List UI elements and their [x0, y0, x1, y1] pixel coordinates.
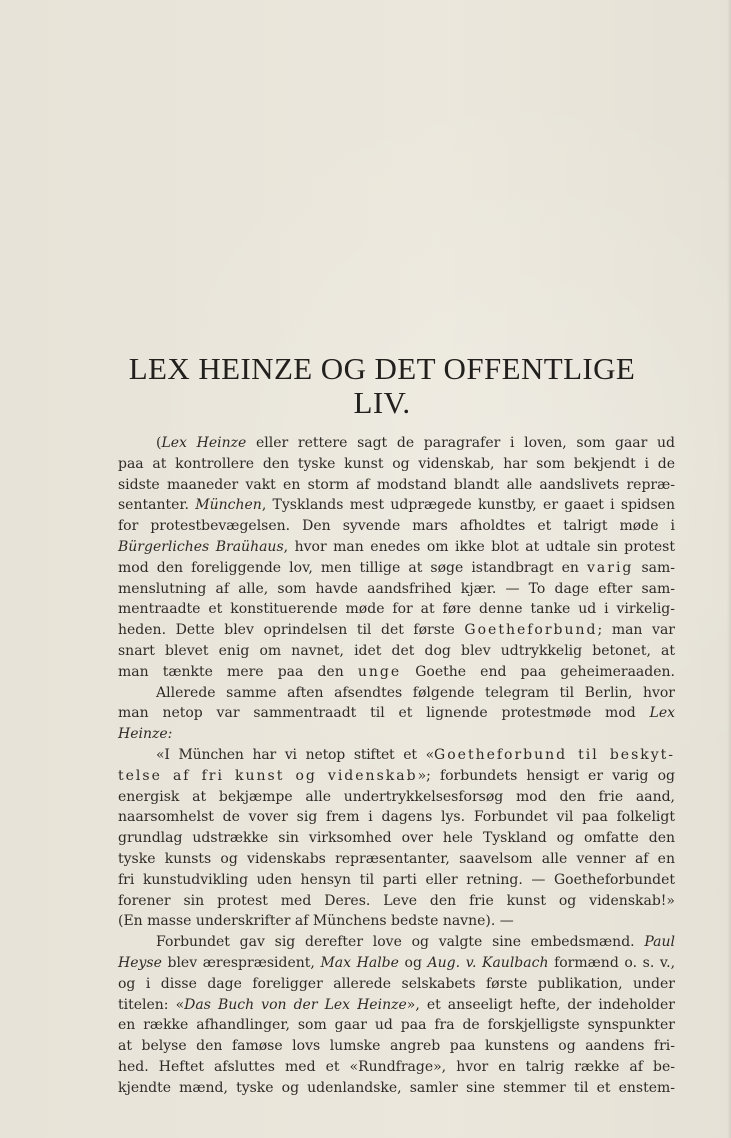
- text-line: Allerede samme aften afsendtes følgende telegram til Berlin, hvor: [156, 684, 675, 701]
- text-line: mod den foreliggende lov, men tillige at søge istandbragt en varig sam-: [118, 559, 676, 576]
- text-line: menslutning af alle, som havde aandsfrihed kjær. — To dage efter sam-: [118, 580, 675, 597]
- text-line: man netop var sammentraadt til et lignende protestmøde mod Lex: [118, 705, 675, 722]
- text-line: og i disse dage foreligger allerede selskabets første publikation, under: [118, 975, 675, 992]
- text-line: forener sin protest med Deres. Leve den frie kunst og videnskab!»: [118, 892, 675, 909]
- text-line: naarsomhelst de vover sig frem i dagens lys. Forbundet vil paa folkeligt: [118, 809, 675, 826]
- text-line: sidste maaneder vakt en storm af modstand blandt alle aandslivets repræ-: [118, 476, 675, 493]
- text-line: sentanter. München, Tysklands mest udprægede kunstby, er gaaet i spidsen: [118, 497, 675, 514]
- text-line: paa at kontrollere den tyske kunst og videnskab, har som bekjendt i de: [118, 455, 675, 472]
- chapter-title: [118, 352, 646, 420]
- chapter-title-line-1: LEX HEINZE OG DET OFFENTLIGE: [128, 351, 636, 386]
- text-line: grundlag udstrække sin virksomhed over hele Tyskland og omfatte den: [118, 830, 675, 847]
- text-line: heden. Dette blev oprindelsen til det første Goetheforbund; man var: [118, 622, 675, 639]
- text-line: man tænkte mere paa den unge Goethe end paa geheimeraaden.: [118, 663, 675, 680]
- text-line: fri kunstudvikling uden hensyn til parti eller retning. — Goetheforbundet: [118, 871, 675, 888]
- chapter-title-line-2: LIV.: [353, 385, 411, 420]
- text-line: Forbundet gav sig derefter love og valgte sine embedsmænd. Paul: [156, 934, 675, 951]
- text-line: snart blevet enig om navnet, idet det dog blev udtrykkelig betonet, at: [118, 642, 675, 659]
- text-line: energisk at bekjæmpe alle undertrykkelsesforsøg mod den frie aand,: [118, 788, 675, 805]
- body-text: [118, 433, 675, 1099]
- text-line: telse af fri kunst og videnskab»; forbundets hensigt er varig og: [118, 767, 675, 784]
- text-line: (Lex Heinze eller rettere sagt de paragrafer i loven, som gaar ud: [156, 435, 676, 451]
- text-line: at belyse den famøse lovs lumske angreb paa kunstens og aandens fri-: [118, 1038, 675, 1055]
- text-line: (En masse underskrifter af Münchens bedste navne). —: [118, 913, 514, 930]
- text-line: mentraadte et konstituerende møde for at føre denne tanke ud i virkelig-: [118, 601, 675, 618]
- text-line: tyske kunsts og videnskabs repræsentanter, saavelsom alle venner af en: [118, 850, 675, 867]
- text-line: for protestbevægelsen. Den syvende mars afholdtes et talrigt møde i: [118, 518, 675, 535]
- text-line: hed. Heftet afsluttes med et «Rundfrage», hvor en talrig række af be-: [118, 1058, 675, 1075]
- text-line: Bürgerliches Braühaus, hvor man enedes om ikke blot at udtale sin protest: [118, 538, 675, 555]
- text-line: kjendte mænd, tyske og udenlandske, samler sine stemmer til et enstem-: [118, 1079, 675, 1096]
- text-line: «I München har vi netop stiftet et «Goetheforbund til beskyt-: [156, 746, 675, 763]
- text-line: Heinze:: [118, 726, 173, 743]
- text-line: Heyse blev ærespræsident, Max Halbe og Aug. v. Kaulbach formænd o. s. v.,: [118, 954, 676, 971]
- text-line: en række afhandlinger, som gaar ud paa fra de forskjelligste synspunkter: [118, 1017, 675, 1034]
- text-line: titelen: «Das Buch von der Lex Heinze», et anseeligt hefte, der indeholder: [118, 996, 675, 1013]
